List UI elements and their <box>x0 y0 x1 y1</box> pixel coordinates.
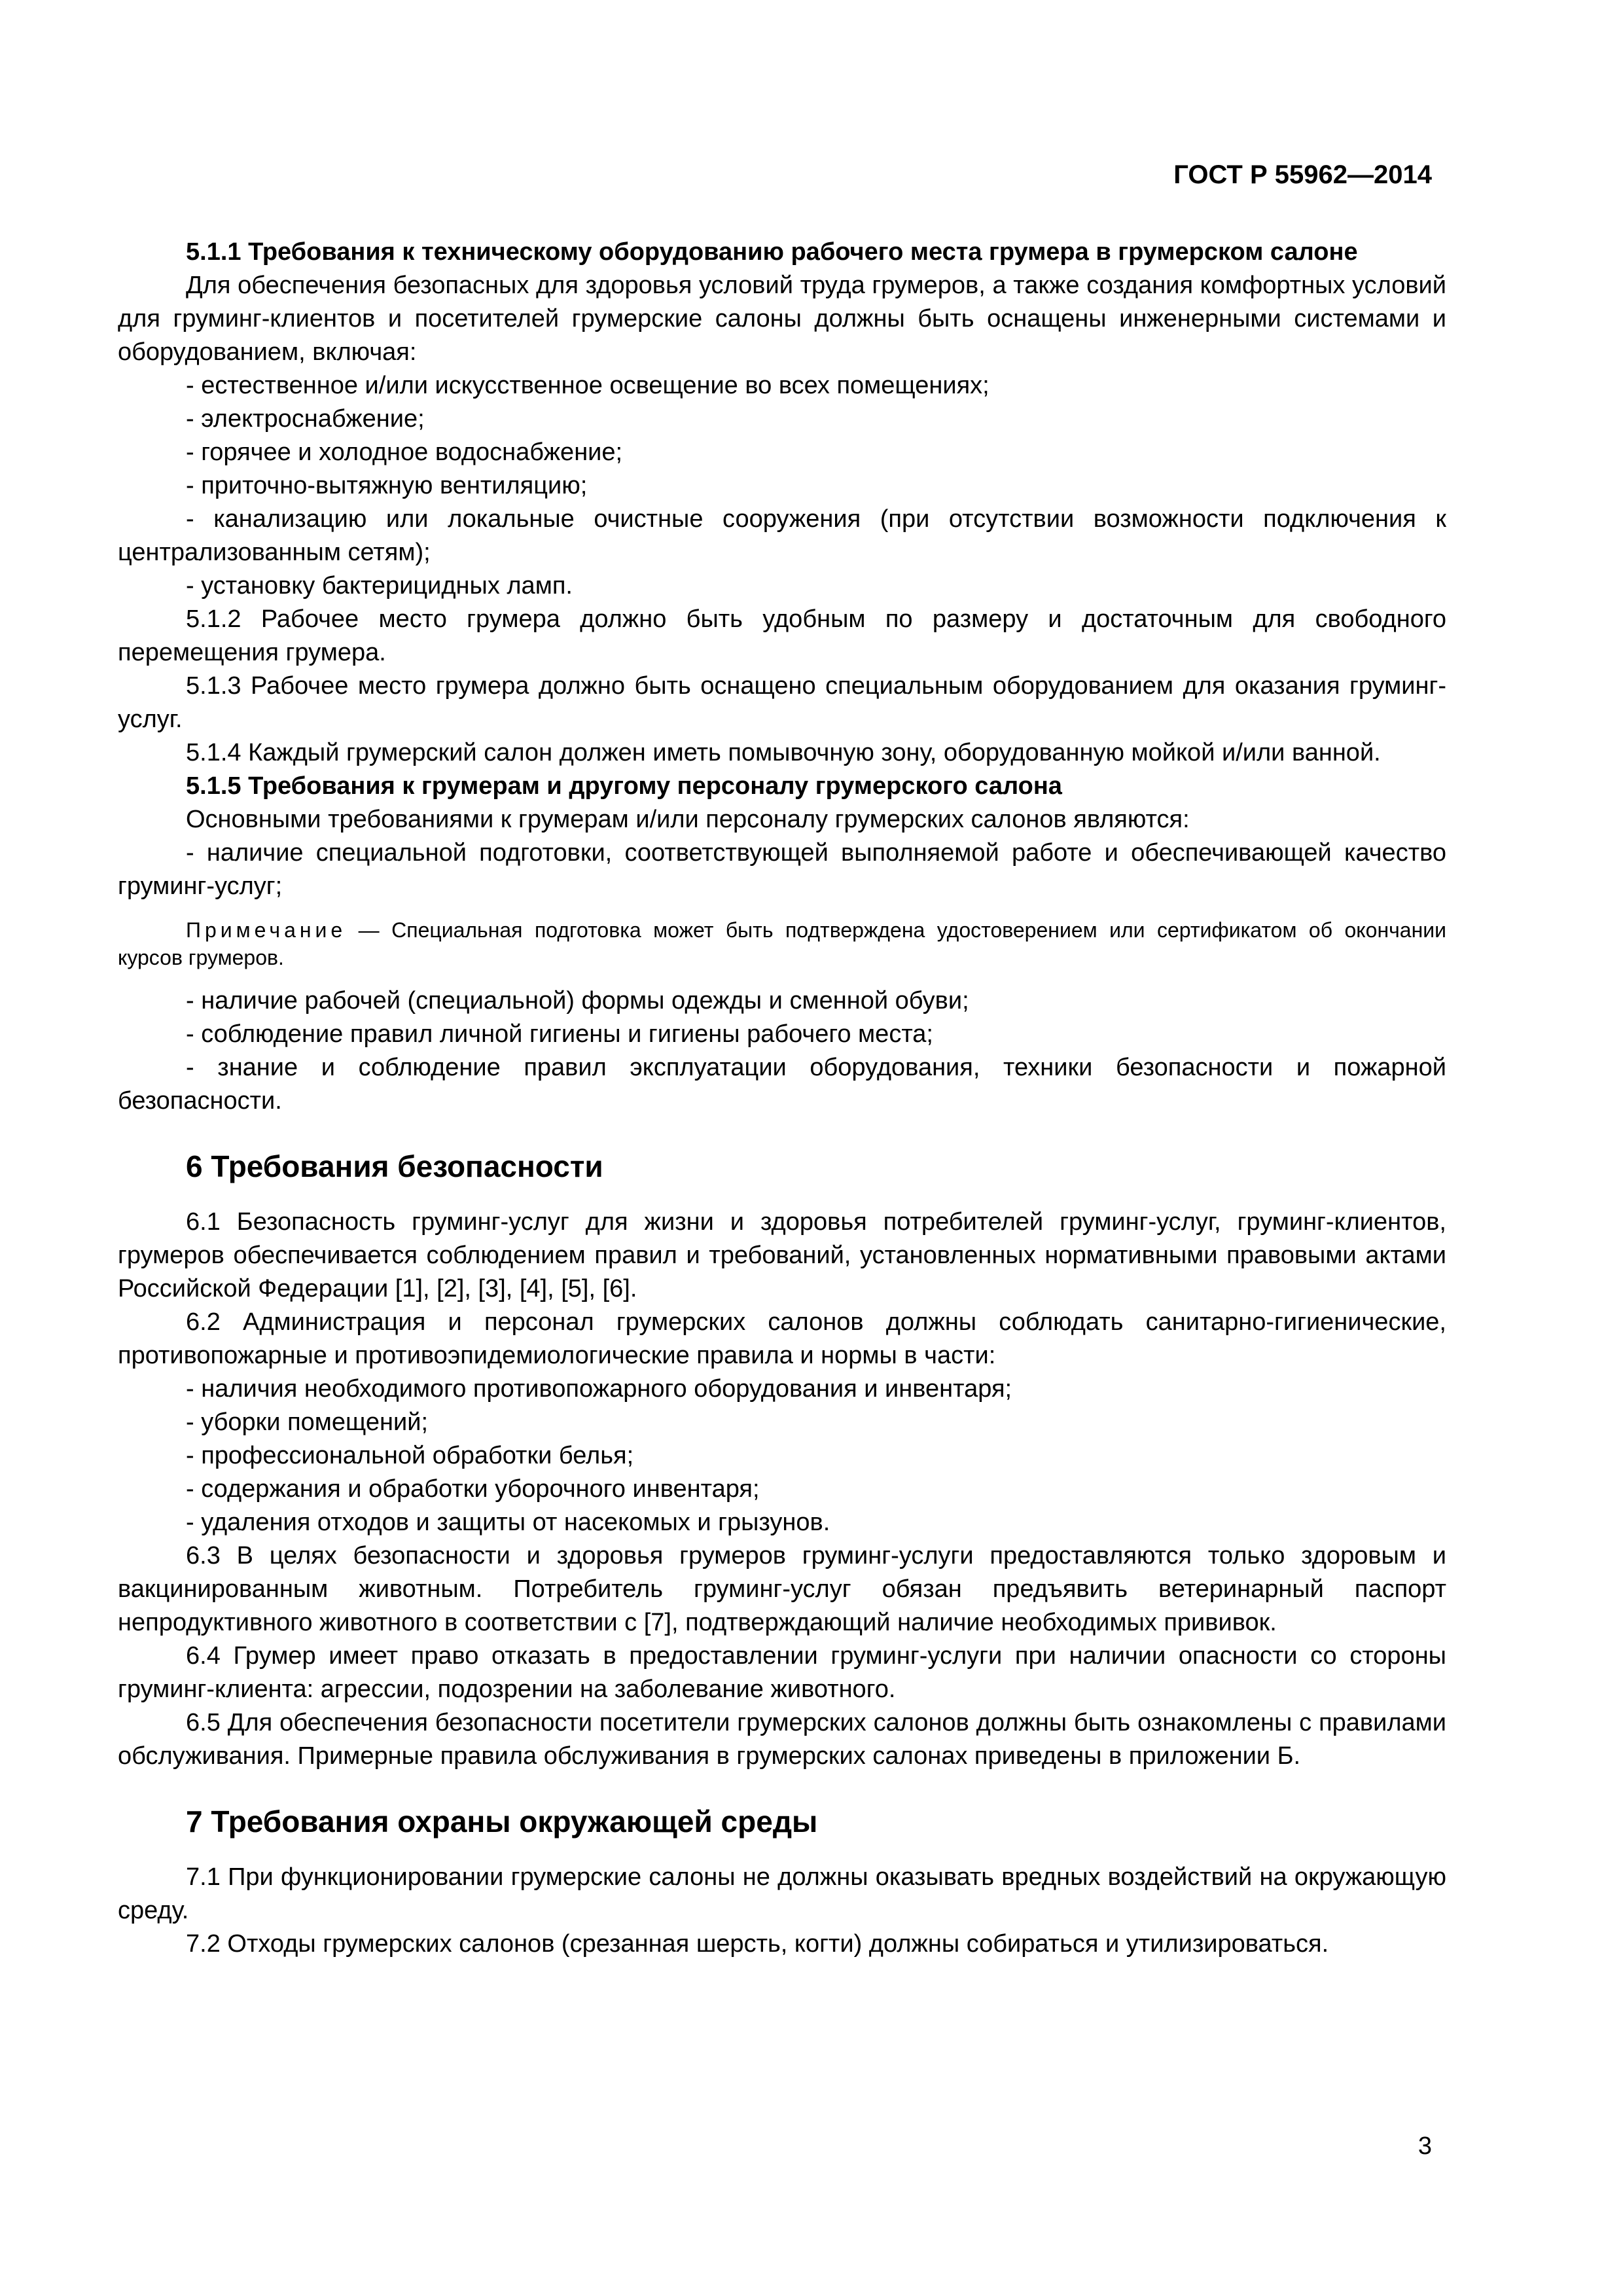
list-item: - уборки помещений; <box>186 1408 429 1436</box>
paragraph-7-2: 7.2 Отходы грумерских салонов (срезанная шерсть, когти) должны собираться и утилизироваться. <box>186 1930 1329 1958</box>
subsection-heading-5-1-1: 5.1.1 Требования к техническому оборудованию рабочего места грумера в грумерском салоне <box>186 238 1358 266</box>
paragraph-5-1-1-intro: Для обеспечения безопасных для здоровья условий труда грумеров, а также создания комфортных условий для груминг-клиентов и посетителей грумерские салоны должны быть оснащены инженерными системами и оборудованием, включая: <box>118 272 1446 366</box>
paragraph-5-1-4: 5.1.4 Каждый грумерский салон должен иметь помывочную зону, оборудованную мойкой и/или ванной. <box>186 739 1381 766</box>
note-label: Примечание <box>186 918 347 942</box>
paragraph-6-3: 6.3 В целях безопасности и здоровья грумеров груминг-услуги предоставляются только здоровым и вакцинированным животным. Потребитель груминг-услуг обязан предъявить ветеринарный паспорт непродуктивного животного в соответствии с [7], подтверждающий наличие необходимых прививок. <box>118 1542 1446 1636</box>
list-item: - наличие рабочей (специальной) формы одежды и сменной обуви; <box>186 987 969 1014</box>
list-item: - соблюдение правил личной гигиены и гигиены рабочего места; <box>186 1020 933 1048</box>
list-item: - электроснабжение; <box>186 405 425 433</box>
list-item: - канализацию или локальные очистные сооружения (при отсутствии возможности подключения к централизованным сетям); <box>118 505 1446 566</box>
paragraph-7-1: 7.1 При функционировании грумерские салоны не должны оказывать вредных воздействий на окружающую среду. <box>118 1863 1446 1924</box>
list-item: - установку бактерицидных ламп. <box>186 572 573 600</box>
paragraph-6-2: 6.2 Администрация и персонал грумерских салонов должны соблюдать санитарно-гигиенические, противопожарные и противоэпидемиологические правила и нормы в части: <box>118 1308 1446 1369</box>
paragraph-5-1-3: 5.1.3 Рабочее место грумера должно быть оснащено специальным оборудованием для оказания груминг-услуг. <box>118 672 1446 733</box>
list-item: - естественное и/или искусственное освещение во всех помещениях; <box>186 372 990 399</box>
note <box>118 916 1446 971</box>
section-heading-6: 6 Требования безопасности <box>186 1149 603 1183</box>
list-item: - профессиональной обработки белья; <box>186 1442 634 1469</box>
note-text: — Специальная подготовка может быть подтверждена удостоверением или сертификатом об окончании курсов грумеров. <box>118 918 1446 969</box>
paragraph-6-4: 6.4 Грумер имеет право отказать в предоставлении груминг-услуги при наличии опасности со стороны груминг-клиента: агрессии, подозрении на заболевание животного. <box>118 1642 1446 1703</box>
paragraph-5-1-5-intro: Основными требованиями к грумерам и/или персоналу грумерских салонов являются: <box>186 806 1190 833</box>
list-item: - содержания и обработки уборочного инвентаря; <box>186 1475 760 1503</box>
paragraph-6-5: 6.5 Для обеспечения безопасности посетители грумерских салонов должны быть ознакомлены с правилами обслуживания. Примерные правила обслуживания в грумерских салонах приведены в приложении Б. <box>118 1709 1446 1770</box>
list-item: - наличия необходимого противопожарного оборудования и инвентаря; <box>186 1375 1012 1403</box>
section-heading-7: 7 Требования охраны окружающей среды <box>186 1804 818 1839</box>
paragraph-6-1: 6.1 Безопасность груминг-услуг для жизни и здоровья потребителей груминг-услуг, груминг-клиентов, грумеров обеспечивается соблюдением правил и требований, установленных нормативными правовыми актами Российской Федерации [1], [2], [3], [4], [5], [6]. <box>118 1208 1446 1302</box>
page-content <box>118 236 1446 1961</box>
subsection-heading-5-1-5: 5.1.5 Требования к грумерам и другому персоналу грумерского салона <box>186 772 1062 800</box>
list-item: - приточно-вытяжную вентиляцию; <box>186 472 588 499</box>
standard-code: ГОСТ Р 55962—2014 <box>1173 160 1432 189</box>
list-item: - горячее и холодное водоснабжение; <box>186 439 623 466</box>
list-item: - наличие специальной подготовки, соответствующей выполняемой работе и обеспечивающей качество груминг-услуг; <box>118 839 1446 900</box>
paragraph-5-1-2: 5.1.2 Рабочее место грумера должно быть удобным по размеру и достаточным для свободного перемещения грумера. <box>118 605 1446 666</box>
list-item: - удаления отходов и защиты от насекомых и грызунов. <box>186 1509 830 1536</box>
page-number: 3 <box>1418 2132 1432 2160</box>
list-item: - знание и соблюдение правил эксплуатации оборудования, техники безопасности и пожарной безопасности. <box>118 1054 1446 1115</box>
